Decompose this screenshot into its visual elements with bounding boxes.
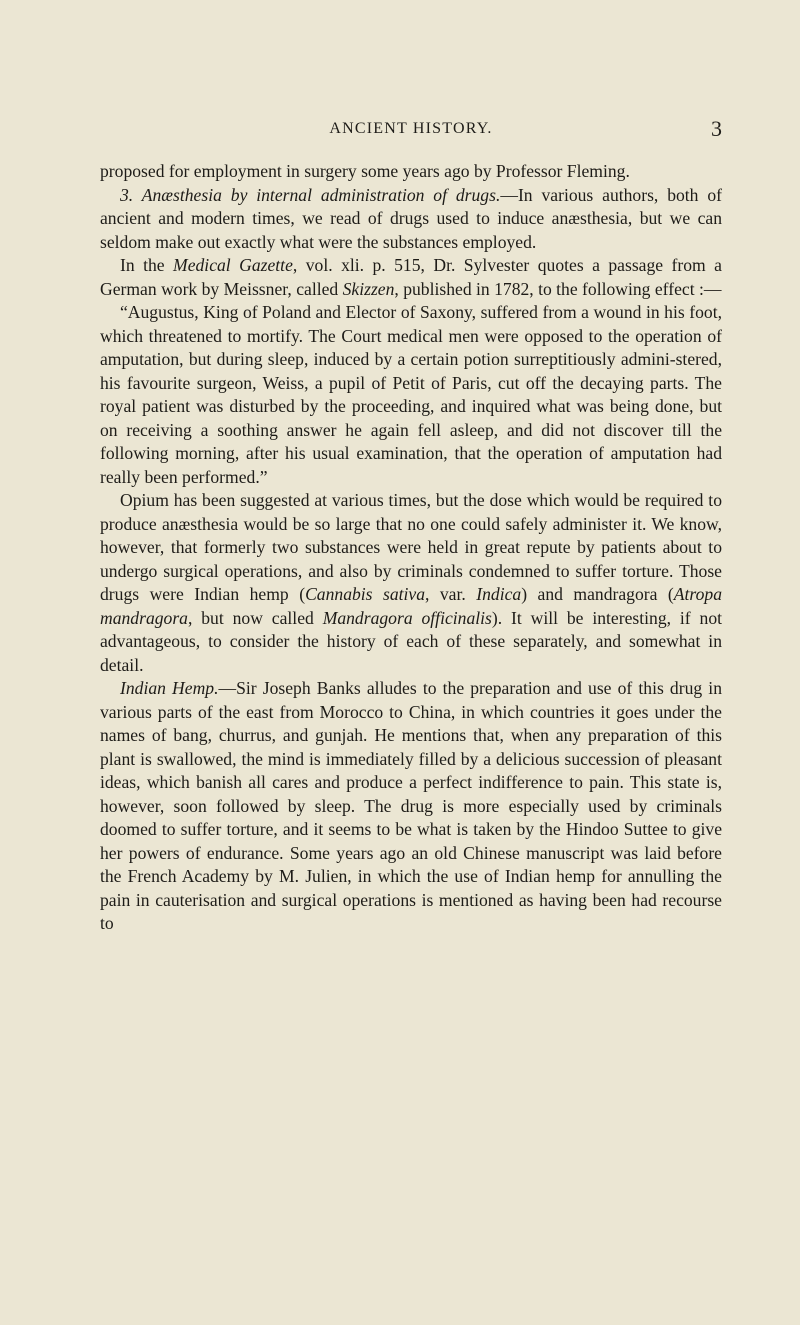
paragraph-continuation: proposed for employment in surgery some years ago by Professor Fleming.: [100, 161, 630, 181]
paragraph-medical-gazette: [100, 254, 722, 301]
body-text: [100, 160, 722, 936]
paragraph-opium: [100, 489, 722, 677]
paragraph-text: Opium has been suggested at various times, but the dose which would be required to produce anæsthesia would be so large that no one could safely administer it. We know, however, that formerly two substances were held in great repute by patients about to undergo surgical operations, and also by criminals condemned to suffer torture. Those drugs were Indian hemp (: [100, 490, 722, 604]
paragraph-quotation: “Augustus, King of Poland and Elector of Saxony, suffered from a wound in his foot, which threatened to mortify. The Court medical men were opposed to the operation of amputation, but during sleep, induced by a certain potion surreptitiously admini-stered, his favourite surgeon, Weiss, a pupil of Petit of Paris, cut off the decaying parts. The royal patient was disturbed by the proceeding, and inquired what was being done, but on receiving a soothing answer he again fell asleep, and did not discover till the following morning, after his usual examination, that the operation of amputation had really been performed.”: [100, 302, 722, 487]
journal-title: Medical Gazette: [173, 255, 293, 275]
paragraph-text: —In various authors, both of ancient and modern times, we read of drugs used to induce anæsthesia, but we can seldom make out exactly what were the substances employed.: [100, 184, 723, 252]
section-heading-indian-hemp: Indian Hemp.: [120, 678, 219, 698]
running-title: ANCIENT HISTORY.: [329, 120, 493, 137]
paragraph-text: , but now called: [187, 607, 323, 628]
paragraph-text: ). It will be interesting, if not advantageous, to consider the history of each of these separately, and somewhat in detail.: [100, 607, 723, 675]
paragraph-text: , published in 1782, to the following effect :—: [394, 278, 722, 299]
paragraph-text: In the: [120, 255, 174, 275]
species-name: Cannabis sativa: [305, 584, 426, 604]
species-name: Mandragora officinalis: [322, 607, 492, 628]
paragraph-indian-hemp: [100, 677, 722, 936]
paragraph-text: ) and mandragora (: [521, 584, 674, 604]
paragraph-text: , var.: [425, 584, 477, 604]
running-head: [100, 116, 722, 142]
page-number: 3: [711, 116, 722, 141]
species-name: Atropa mandragora: [100, 584, 722, 628]
paragraph-anaesthesia-drugs: [100, 184, 722, 255]
paragraph-text: , vol. xli. p. 515, Dr. Sylvester quotes a passage from a German work by Meissner, called: [100, 255, 722, 299]
variety-name: Indica: [476, 584, 522, 604]
section-heading-anaesthesia: 3. Anæsthesia by internal administration of drugs.: [120, 184, 501, 205]
work-title: Skizzen: [342, 278, 395, 299]
paragraph-text: —Sir Joseph Banks alludes to the preparation and use of this drug in various parts of the east from Morocco to China, in which countries it goes under the names of bang, churrus, and gunjah. He mentions that, when any preparation of this plant is swallowed, the mind is immediately filled by a delicious succession of pleasant ideas, which banish all cares and produce a perfect indifference to pain. This state is, however, soon followed by sleep. The drug is more especially used by criminals doomed to suffer torture, and it seems to be what is taken by the Hindoo Suttee to give her powers of endurance. Some years ago an old Chinese manuscript was laid before the French Academy by M. Julien, in which the use of Indian hemp for annulling the pain in cauterisation and surgical operations is mentioned as having been had recourse to: [100, 678, 722, 933]
